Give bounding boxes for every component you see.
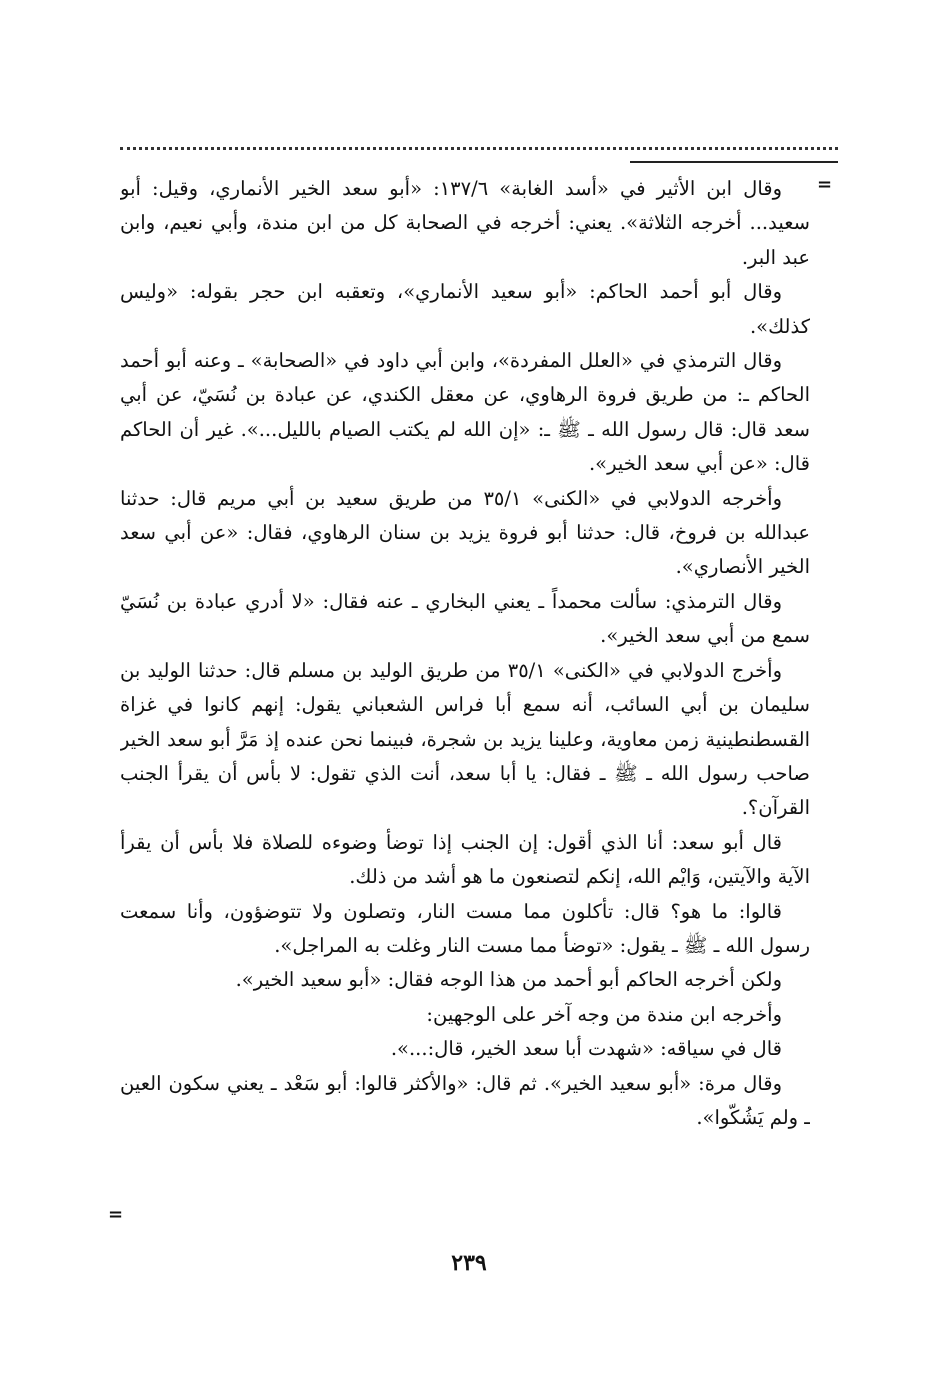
dotted-separator [120, 147, 838, 150]
paragraph: وأخرجه ابن مندة من وجه آخر على الوجهين: [426, 1002, 782, 1026]
continuation-mark-bottom: = [108, 1204, 124, 1225]
paragraph: وقال الترمذي: سألت محمداً ـ يعني البخاري ـ عنه فقال: «لا أدري عبادة بن نُسَيّ سمع من أبي سعد الخير». [120, 589, 810, 648]
paragraph: قال في سياقه: «شهدت أبا سعد الخير، قال:...». [390, 1037, 782, 1061]
continuation-mark-top: = [817, 174, 833, 195]
paragraph: وأخرجه الدولابي في «الكنى» ٣٥/١ من طريق سعيد بن أبي مريم قال: حدثنا عبدالله بن فروخ، قال: حدثنا أبو فروة يزيد بن سنان الرهاوي، فقال: «عن أبي سعد الخير الأنصاري». [120, 486, 810, 579]
paragraph: ولكن أخرجه الحاكم أبو أحمد من هذا الوجه فقال: «أبو سعيد الخير». [235, 968, 782, 992]
paragraph: وقال أبو أحمد الحاكم: «أبو سعيد الأنماري»، وتعقبه ابن حجر بقوله: «وليس كذلك». [120, 280, 810, 338]
paragraph: قال أبو سعد: أنا الذي أقول: إن الجنب إذا توضأ وضوءه للصلاة فلا بأس أن يقرأ الآية والآيتين، وَايْم الله، إنكم لتصنعون ما هو أشد من ذلك. [120, 830, 810, 889]
paragraph: وقال الترمذي في «العلل المفردة»، وابن أبي داود في «الصحابة» ـ وعنه أبو أحمد الحاكم ـ: من طريق فروة الرهاوي، عن معقل الكندي، عن عبادة بن نُسَيّ، عن أبي سعد قال: قال رسول الله ـ ﷺ ـ: «إن الله لم يكتب الصيام بالليل...». غير أن الحاكم قال: «عن أبي سعد الخير». [120, 349, 810, 476]
paragraph: وأخرج الدولابي في «الكنى» ٣٥/١ من طريق الوليد بن مسلم قال: حدثنا الوليد بن سليمان بن أبي السائب، أنه سمع أبا فراس الشعباني يقول: إنهم كانوا في غزاة القسطنطينية زمن معاوية، وعلينا يزيد بن شجرة، فبينما نحن عنده إذ مَرَّ أبو سعد الخير صاحب رسول الله ـ ﷺ ـ فقال: يا أبا سعد، أنت الذي تقول: لا بأس أن يقرأ الجنب القرآن؟. [120, 658, 810, 820]
paragraph: وقال مرة: «أبو سعيد الخير». ثم قال: «والأكثر قالوا: أبو سَعْد ـ يعني سكون العين ـ ولم يَشُكّوا». [120, 1071, 810, 1129]
page-number: ٢٣٩ [451, 1250, 487, 1276]
paragraph: قالوا: ما هو؟ قال: تأكلون مما مست النار، وتصلون ولا تتوضؤون، وأنا سمعت رسول الله ـ ﷺ ـ يقول: «توضأ مما مست النار وغلت به المراجل». [120, 899, 810, 957]
footnote-rule [630, 161, 838, 163]
footnote-text [120, 172, 810, 1232]
paragraph: وقال ابن الأثير في «أسد الغابة» ١٣٧/٦: «أبو سعد الخير الأنماري، وقيل: أبو سعيد... أخرجه الثلاثة». يعني: أخرجه في الصحابة كل من ابن مندة، وأبي نعيم، وابن عبد البر. [120, 177, 810, 269]
